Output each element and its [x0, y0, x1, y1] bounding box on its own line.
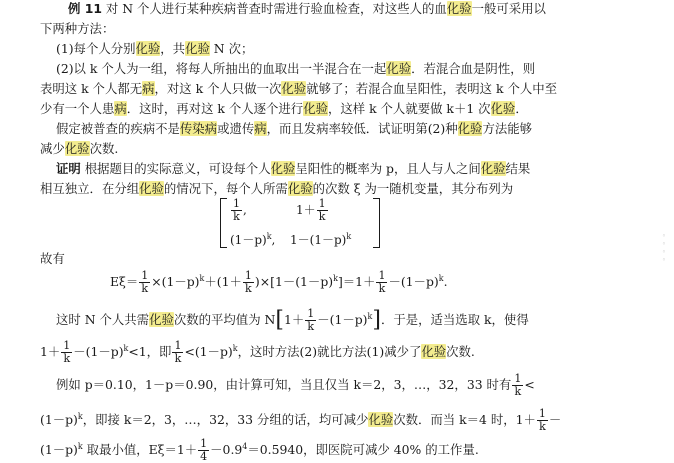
para-text: 次数.	[446, 344, 475, 360]
superscript: k	[333, 274, 338, 283]
highlight: 化验	[270, 161, 296, 176]
fraction	[305, 308, 316, 333]
eq-text: ＋(1＋	[204, 274, 242, 290]
matrix-text: ,	[271, 233, 276, 247]
matrix-cell-r1c1	[230, 198, 247, 223]
fraction	[61, 340, 72, 365]
side-watermark: ◦◦◦◦	[660, 232, 668, 264]
matrix-text: ,	[243, 203, 247, 217]
method-text: ．	[515, 101, 528, 116]
highlight: 病	[142, 81, 155, 96]
method-text: ，这样 k 个人就要做 k＋1 次	[327, 101, 491, 116]
para-text: ．于是，适当选取 k，使得	[380, 312, 529, 328]
denominator: k	[514, 385, 522, 398]
method-text: ，共	[160, 41, 186, 56]
fraction	[172, 340, 183, 365]
superscript: k	[199, 274, 205, 283]
para-text: 次数的平均值为 N	[173, 312, 276, 328]
highlight: 化验	[64, 141, 90, 156]
denominator: k	[539, 420, 546, 434]
matrix-right-bracket	[373, 198, 380, 248]
para-text: 1＋	[40, 344, 61, 360]
inequality-line	[40, 336, 475, 365]
method-text: ，对这 k 个人只做一次	[154, 81, 282, 96]
numerator: 1	[233, 197, 240, 210]
fraction	[537, 408, 548, 433]
method-2-line-1	[56, 60, 535, 78]
para-text: (1－p)	[40, 442, 78, 458]
eq-text: －(1－p)	[388, 274, 439, 290]
denominator: 4	[200, 450, 208, 463]
superscript: k	[367, 312, 373, 321]
highlight: 病	[114, 101, 127, 116]
eq-text: ×(1－p)	[151, 274, 200, 290]
method-text: (1)每个人分别	[56, 41, 136, 56]
proof-text: 相互独立．在分组	[40, 181, 140, 196]
proof-text: 呈阳性的概率为 p，且人与人之间	[295, 161, 481, 176]
para-text: －(1－p)	[317, 312, 368, 328]
matrix-cell-r2c2	[290, 230, 351, 247]
proof-text: 结果	[505, 161, 531, 176]
method-1	[56, 40, 253, 58]
denominator: k	[141, 282, 149, 296]
assume-text: ，而且发病率较低．试证明第(2)种	[266, 121, 458, 136]
superscript: k	[438, 274, 444, 283]
highlight: 化验	[421, 344, 447, 360]
denominator: k	[307, 320, 315, 334]
bracket-close: ]	[372, 307, 381, 333]
superscript: k	[123, 344, 129, 353]
highlight: 化验	[386, 61, 412, 76]
fraction	[231, 198, 242, 223]
para-text: (1－p)	[40, 412, 78, 428]
method-text: (2)以 k 个人为一组，将每人所抽出的血取出一半混合在一起	[56, 61, 387, 76]
proof-line-2	[40, 180, 513, 198]
numerator: 1	[141, 269, 149, 283]
assume-text: 次数.	[89, 141, 119, 156]
highlight: 化验	[303, 101, 328, 116]
method-text: N 次；	[209, 41, 254, 56]
fraction	[243, 270, 254, 295]
eq-text: Eξ＝	[110, 274, 139, 290]
numerator: 1	[318, 197, 326, 210]
denominator: k	[378, 282, 386, 296]
highlight: 化验	[480, 161, 506, 176]
para-text: 例如 p＝0.10，1－p＝0.90，由计算可知，当且仅当 k＝2，3，…，32，33 时有	[56, 377, 512, 392]
para-text: ，这时方法(2)就比方法(1)减少了	[237, 344, 422, 360]
proof-text: 的情况下，每个人所需	[163, 181, 288, 196]
para-text: －(1－p)	[73, 344, 124, 360]
method-text: ．若混合血是阴性，则	[411, 61, 535, 76]
superscript: 4	[242, 442, 248, 451]
matrix-left-bracket	[220, 198, 227, 248]
proof-line-1	[56, 160, 530, 178]
proof-label: 证明	[56, 161, 81, 176]
highlight: 化验	[457, 121, 483, 136]
denominator: k	[318, 210, 326, 223]
bracket-open: [	[275, 307, 284, 333]
numerator: 1	[378, 269, 386, 283]
denominator: k	[233, 210, 240, 223]
highlight: 化验	[139, 181, 164, 196]
method-text: ．这时，再对这 k 个人逐个进行	[126, 101, 304, 116]
example-calc-line-3	[40, 434, 479, 463]
matrix-cell-r2c1	[230, 230, 275, 247]
method-text: 就够了；若混合血呈阳性，表明这 k 个人中至	[306, 81, 558, 96]
matrix-cell-r1c2	[296, 198, 329, 223]
para-text: <(1－p)	[184, 344, 233, 360]
highlight: 化验	[446, 1, 472, 16]
method-text: 表明这 k 个人都无	[40, 81, 143, 96]
denominator: k	[245, 282, 252, 296]
fraction	[198, 438, 209, 463]
numerator: 1	[538, 407, 546, 421]
para-text: ，即接 k＝2，3，…，32，33 分组的话，均可减少	[82, 412, 369, 428]
fraction	[317, 198, 328, 223]
para-text: <	[524, 377, 535, 392]
highlight: 病	[254, 121, 267, 136]
numerator: 1	[307, 307, 315, 321]
example-calc-line-1	[56, 372, 535, 398]
eq-text: ]＝1＋	[337, 274, 376, 290]
para-text: 1＋	[283, 312, 305, 328]
eq-text: )×[1－(1－p)	[254, 274, 334, 290]
denominator: k	[174, 352, 182, 366]
fraction	[376, 270, 387, 295]
expectation-equation	[110, 266, 448, 295]
para-text: 这时 N 个人共需	[56, 312, 150, 328]
method-2-line-2	[40, 80, 557, 98]
superscript: k	[266, 232, 272, 241]
assume-text: 方法能够	[482, 121, 533, 136]
therefore-text: 故有	[40, 251, 65, 266]
para-text: 取最小值，Eξ＝1＋	[82, 442, 198, 458]
para-text: <1，即	[128, 344, 172, 360]
eq-text: .	[443, 274, 448, 290]
matrix-text: 1＋	[296, 203, 316, 217]
average-line	[56, 304, 529, 333]
fraction	[139, 270, 150, 295]
denominator: k	[63, 352, 71, 366]
example-line-2	[40, 20, 114, 38]
assumption-line-1	[56, 120, 532, 138]
highlight: 化验	[287, 181, 313, 196]
example-line-1	[68, 0, 546, 18]
superscript: k	[346, 232, 352, 241]
example-text: 对 N 个人进行某种疾病普查时需进行验血检查，对这些人的血	[105, 1, 447, 16]
example-text: 下两种方法：	[40, 21, 115, 36]
numerator: 1	[63, 339, 71, 353]
superscript: k	[77, 442, 83, 451]
para-text: －0.9	[210, 442, 243, 458]
numerator: 1	[514, 372, 522, 385]
numerator: 1	[174, 339, 182, 353]
para-text: ＝0.5940，即医院可减少 40% 的工作量.	[247, 442, 479, 458]
matrix-text: (1－p)	[230, 233, 267, 247]
fraction	[512, 373, 523, 398]
numerator: 1	[200, 437, 208, 451]
numerator: 1	[244, 269, 252, 283]
assumption-line-2	[40, 140, 118, 158]
highlight: 化验	[490, 101, 516, 116]
proof-text: 的次数 ξ 为一随机变量，其分布列为	[312, 181, 514, 196]
method-2-line-3	[40, 100, 528, 118]
highlight: 化验	[149, 312, 174, 328]
proof-text: 根据题目的实际意义，可设每个人	[84, 161, 271, 176]
example-calc-line-2	[40, 404, 561, 433]
method-text: 少有一个人患	[40, 101, 115, 116]
highlight: 化验	[368, 412, 394, 428]
highlight: 化验	[185, 41, 210, 56]
assume-text: 或遗传	[217, 121, 255, 136]
matrix-text: 1－(1－p)	[290, 233, 347, 247]
superscript: k	[232, 344, 238, 353]
highlight: 化验	[135, 41, 161, 56]
para-text: －	[548, 412, 562, 428]
example-text: 一般可采用以	[471, 1, 546, 16]
assume-text: 假定被普查的疾病不是	[56, 121, 180, 136]
example-label: 例 11	[68, 1, 102, 16]
highlight: 传染病	[179, 121, 218, 136]
therefore-line	[40, 250, 65, 268]
para-text: 次数．而当 k＝4 时，1＋	[393, 412, 536, 428]
assume-text: 减少	[40, 141, 65, 156]
superscript: k	[77, 412, 83, 421]
highlight: 化验	[281, 81, 307, 96]
distribution-matrix	[220, 198, 380, 248]
